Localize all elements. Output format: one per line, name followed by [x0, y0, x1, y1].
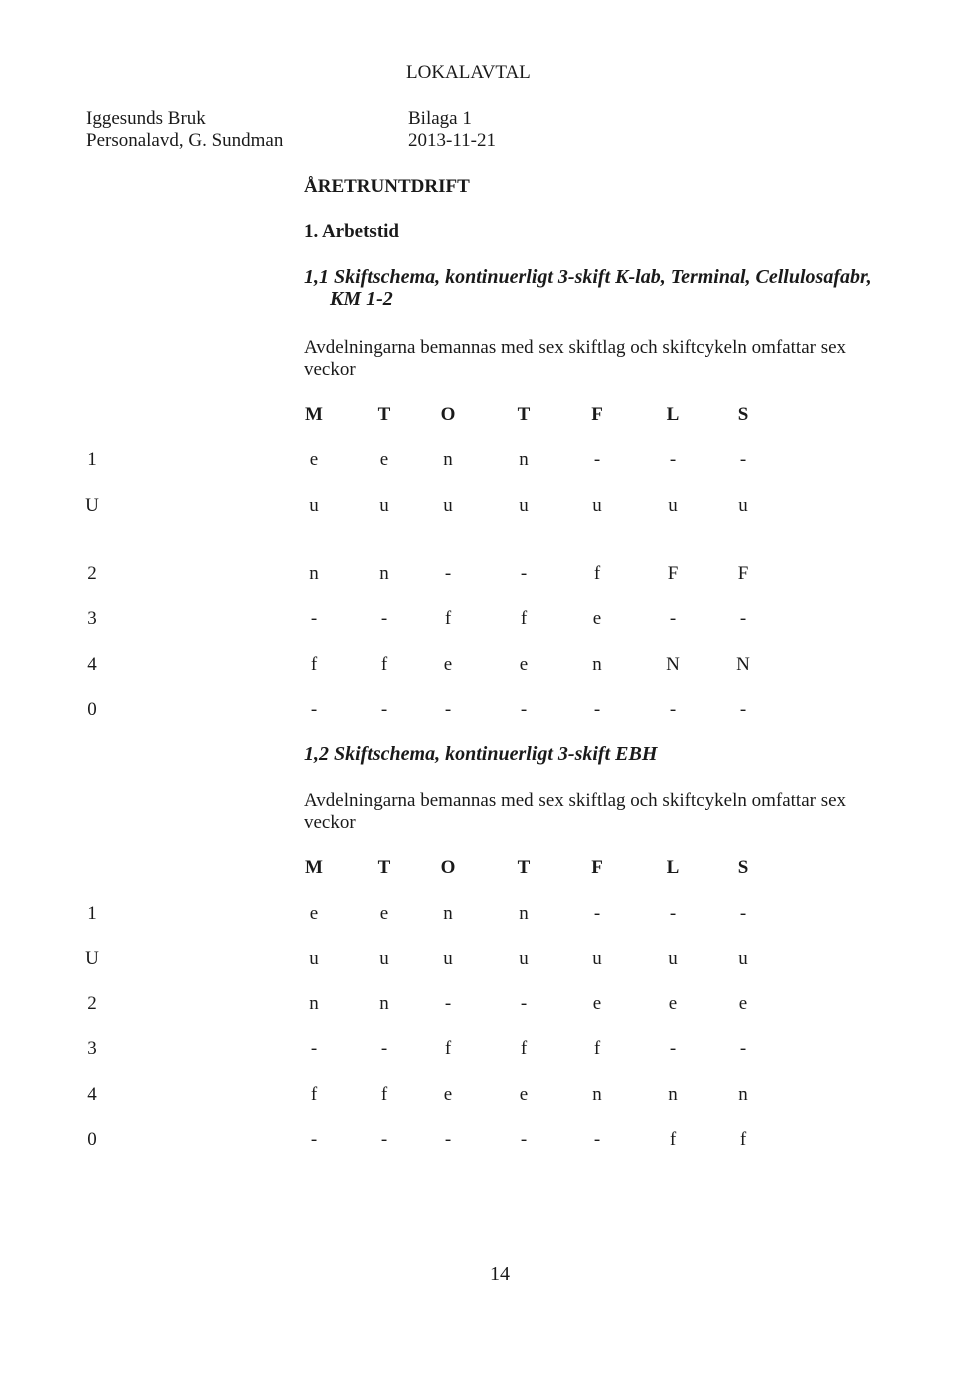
- shift-cell: f: [380, 654, 388, 675]
- shift-cell: -: [593, 903, 601, 924]
- day-header: T: [377, 857, 391, 878]
- schedule-1-title-line2: KM 1-2: [330, 288, 393, 310]
- shift-cell: e: [443, 654, 453, 675]
- day-header: T: [517, 857, 531, 878]
- shift-cell: n: [592, 654, 602, 675]
- day-header: S: [737, 404, 749, 425]
- schedule-1-title: 1,1 Skiftschema, kontinuerligt 3-skift K-lab, Terminal, Cellulosafabr,: [304, 266, 872, 288]
- shift-cell: -: [520, 993, 528, 1014]
- shift-cell: n: [592, 1084, 602, 1105]
- shift-cell: n: [738, 1084, 748, 1105]
- shift-cell: n: [668, 1084, 678, 1105]
- shift-cell: u: [668, 495, 678, 516]
- shift-cell: -: [520, 699, 528, 720]
- shift-cell: e: [668, 993, 678, 1014]
- shift-cell: n: [519, 903, 529, 924]
- day-header: F: [591, 404, 603, 425]
- shift-cell: u: [443, 948, 453, 969]
- shift-cell: -: [310, 608, 318, 629]
- row-label: 3: [87, 1038, 97, 1059]
- shift-cell: e: [309, 449, 319, 470]
- day-header: F: [591, 857, 603, 878]
- shift-cell: n: [309, 563, 319, 584]
- shift-cell: -: [739, 699, 747, 720]
- shift-cell: -: [310, 1129, 318, 1150]
- row-label: 3: [87, 608, 97, 629]
- schedule-2-title: 1,2 Skiftschema, kontinuerligt 3-skift EBH: [304, 743, 658, 765]
- shift-cell: F: [667, 563, 679, 584]
- row-label: U: [85, 948, 99, 969]
- row-label: 0: [87, 1129, 97, 1150]
- shift-cell: -: [444, 699, 452, 720]
- shift-cell: n: [379, 563, 389, 584]
- shift-cell: -: [380, 699, 388, 720]
- shift-cell: f: [444, 608, 452, 629]
- shift-cell: -: [380, 608, 388, 629]
- shift-cell: -: [380, 1129, 388, 1150]
- shift-cell: -: [669, 903, 677, 924]
- shift-cell: f: [310, 1084, 318, 1105]
- shift-cell: -: [669, 449, 677, 470]
- day-header: S: [737, 857, 749, 878]
- shift-cell: u: [379, 948, 389, 969]
- shift-cell: e: [592, 993, 602, 1014]
- row-label: 1: [87, 903, 97, 924]
- day-header: M: [305, 857, 323, 878]
- shift-cell: e: [592, 608, 602, 629]
- day-header: L: [666, 857, 680, 878]
- shift-cell: -: [380, 1038, 388, 1059]
- schedule-2-description: Avdelningarna bemannas med sex skiftlag och skiftcykeln omfattar sex veckor: [304, 790, 847, 833]
- shift-cell: f: [739, 1129, 747, 1150]
- shift-cell: u: [592, 495, 602, 516]
- row-label: 2: [87, 563, 97, 584]
- row-label: 0: [87, 699, 97, 720]
- shift-cell: N: [666, 654, 680, 675]
- shift-cell: f: [593, 1038, 601, 1059]
- shift-cell: -: [593, 699, 601, 720]
- shift-cell: e: [443, 1084, 453, 1105]
- shift-cell: n: [443, 903, 453, 924]
- shift-cell: -: [739, 903, 747, 924]
- subsection-title: 1. Arbetstid: [304, 221, 399, 242]
- shift-cell: n: [443, 449, 453, 470]
- shift-cell: f: [310, 654, 318, 675]
- shift-cell: n: [519, 449, 529, 470]
- shift-cell: -: [310, 699, 318, 720]
- shift-cell: u: [519, 495, 529, 516]
- shift-cell: f: [380, 1084, 388, 1105]
- shift-cell: n: [309, 993, 319, 1014]
- shift-cell: -: [669, 608, 677, 629]
- shift-cell: -: [444, 563, 452, 584]
- shift-cell: u: [379, 495, 389, 516]
- row-label: 4: [87, 1084, 97, 1105]
- shift-cell: -: [444, 993, 452, 1014]
- shift-cell: e: [519, 1084, 529, 1105]
- shift-cell: u: [443, 495, 453, 516]
- shift-cell: u: [668, 948, 678, 969]
- shift-cell: -: [739, 1038, 747, 1059]
- row-label: 1: [87, 449, 97, 470]
- day-header: L: [666, 404, 680, 425]
- shift-cell: -: [520, 1129, 528, 1150]
- shift-cell: n: [379, 993, 389, 1014]
- company-name: Iggesunds Bruk: [86, 108, 206, 129]
- shift-cell: N: [736, 654, 750, 675]
- day-header: M: [305, 404, 323, 425]
- day-header: O: [440, 404, 456, 425]
- department: Personalavd, G. Sundman: [86, 130, 284, 151]
- shift-cell: -: [739, 449, 747, 470]
- shift-cell: -: [310, 1038, 318, 1059]
- shift-cell: e: [309, 903, 319, 924]
- section-title: ÅRETRUNTDRIFT: [304, 176, 470, 197]
- day-header: O: [440, 857, 456, 878]
- page-number: 14: [490, 1263, 510, 1285]
- shift-cell: -: [520, 563, 528, 584]
- shift-cell: -: [593, 449, 601, 470]
- shift-cell: u: [309, 948, 319, 969]
- shift-cell: f: [520, 1038, 528, 1059]
- shift-cell: e: [738, 993, 748, 1014]
- shift-cell: e: [379, 449, 389, 470]
- day-header: T: [377, 404, 391, 425]
- shift-cell: f: [520, 608, 528, 629]
- doc-type: LOKALAVTAL: [406, 62, 531, 83]
- row-label: 2: [87, 993, 97, 1014]
- shift-cell: -: [593, 1129, 601, 1150]
- shift-cell: e: [379, 903, 389, 924]
- shift-cell: -: [669, 699, 677, 720]
- shift-cell: -: [444, 1129, 452, 1150]
- shift-cell: e: [519, 654, 529, 675]
- shift-cell: -: [739, 608, 747, 629]
- row-label: 4: [87, 654, 97, 675]
- shift-cell: f: [669, 1129, 677, 1150]
- shift-cell: u: [738, 495, 748, 516]
- shift-cell: f: [593, 563, 601, 584]
- shift-cell: u: [592, 948, 602, 969]
- shift-cell: -: [669, 1038, 677, 1059]
- day-header: T: [517, 404, 531, 425]
- shift-cell: u: [519, 948, 529, 969]
- row-label: U: [85, 495, 99, 516]
- document-date: 2013-11-21: [408, 130, 496, 151]
- shift-cell: u: [309, 495, 319, 516]
- shift-cell: u: [738, 948, 748, 969]
- schedule-1-description: Avdelningarna bemannas med sex skiftlag och skiftcykeln omfattar sex veckor: [304, 337, 847, 380]
- attachment-label: Bilaga 1: [408, 108, 472, 129]
- shift-cell: f: [444, 1038, 452, 1059]
- shift-cell: F: [737, 563, 749, 584]
